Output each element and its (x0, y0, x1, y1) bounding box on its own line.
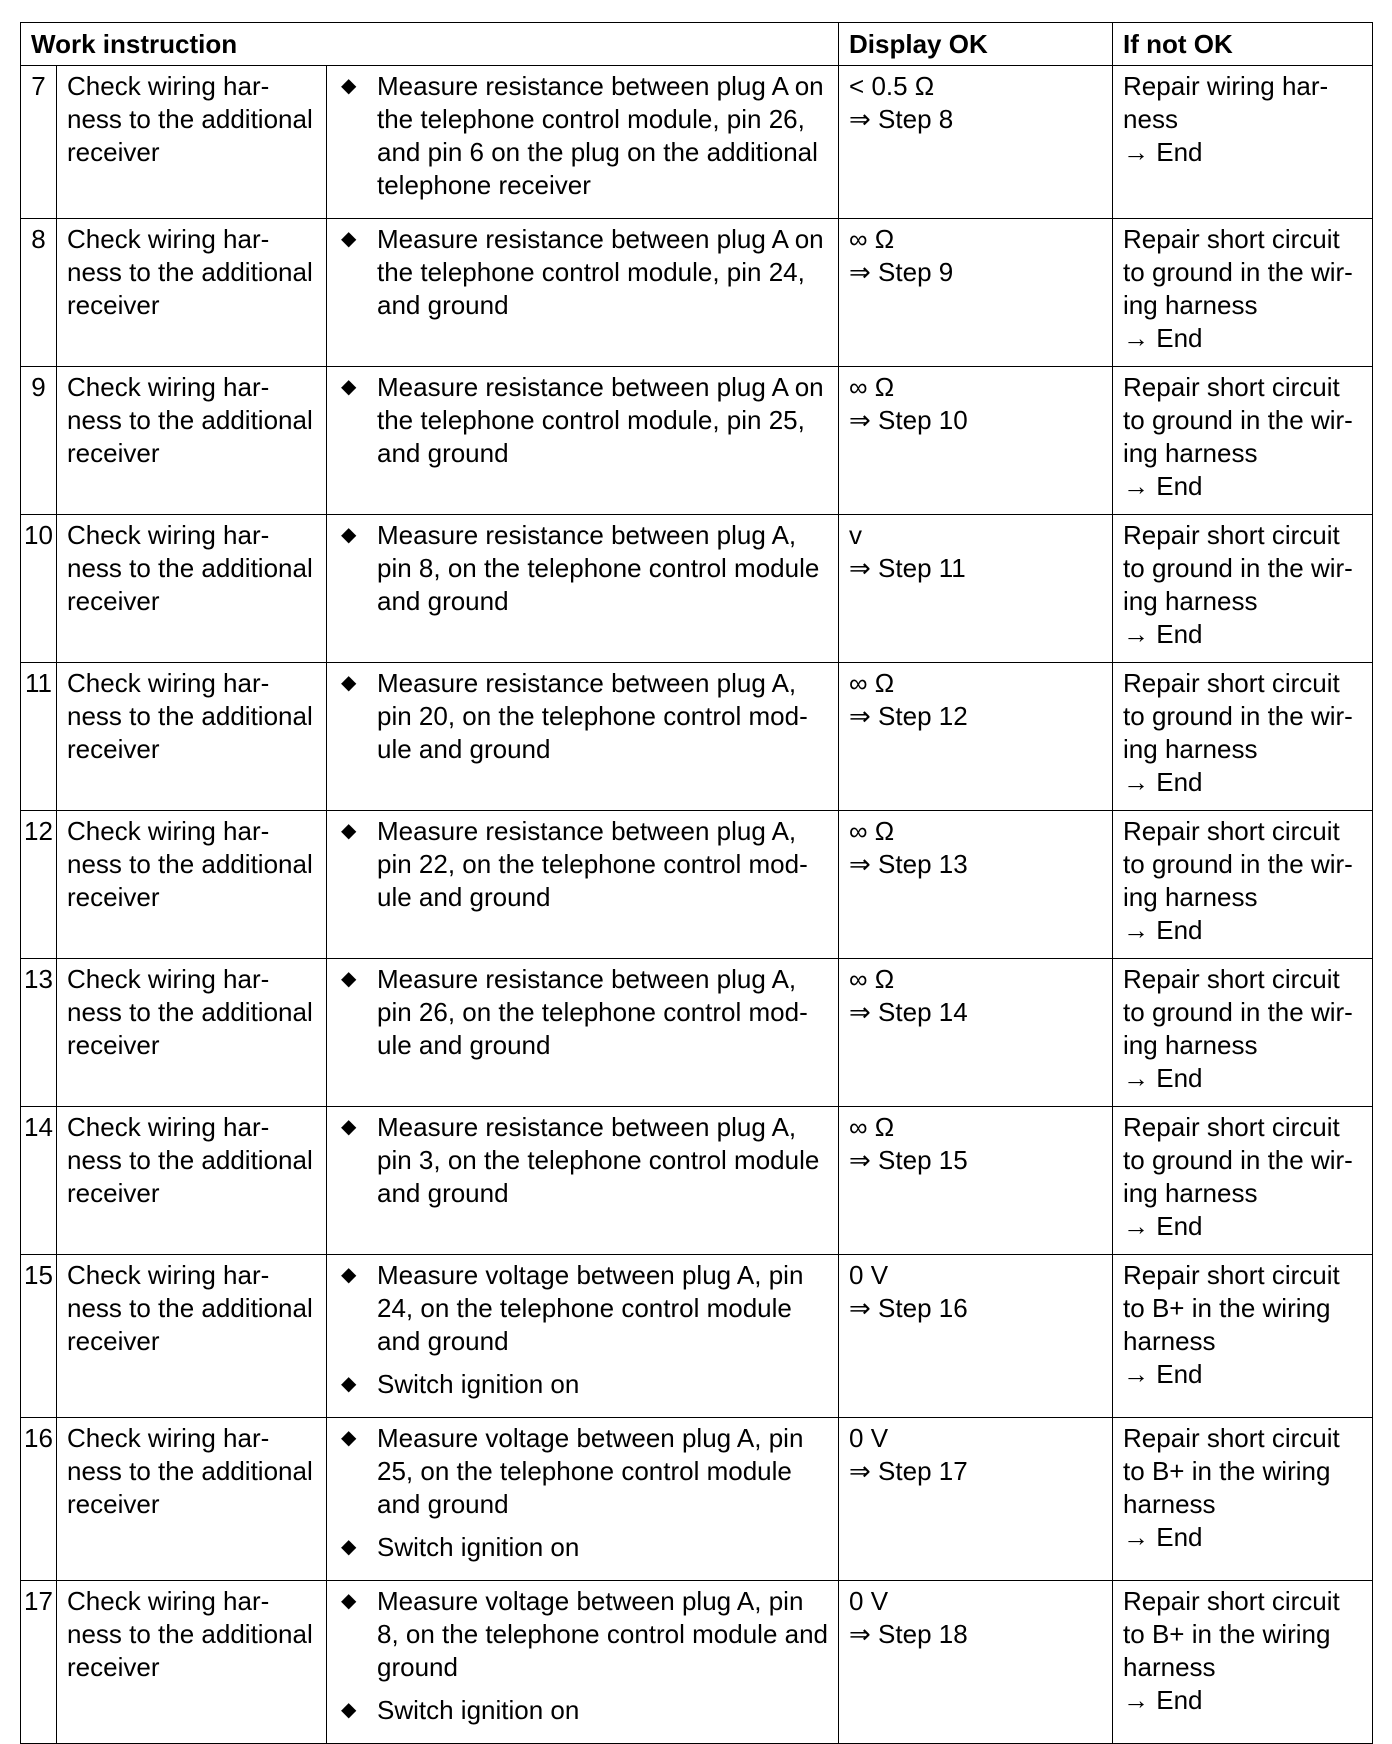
operations-cell (327, 959, 839, 1107)
check-description: Check wiring har-ness to the additional receiver (57, 219, 327, 367)
header-work-instruction: Work instruction (21, 23, 839, 66)
check-description: Check wiring har-ness to the additional receiver (57, 367, 327, 515)
operation-item (337, 1585, 828, 1684)
operations-list (337, 519, 828, 618)
operations-list (337, 1422, 828, 1564)
operations-cell (327, 367, 839, 515)
diamond-bullet-icon: ◆ (341, 1264, 357, 1286)
check-description: Check wiring har-ness to the additional receiver (57, 66, 327, 219)
display-ok-cell (839, 959, 1113, 1107)
if-not-ok-action: Repair short circuit to ground in the wir-ing harness (1123, 372, 1353, 468)
diamond-bullet-icon: ◆ (341, 1427, 357, 1449)
operation-text: Measure resistance between plug A on the telephone control module, pin 26, and pin 6 on the plug on the additional telephone receiver (377, 71, 824, 200)
display-ok-value: 0 V (849, 1260, 889, 1290)
display-ok-value: 0 V (849, 1586, 889, 1616)
display-ok-cell (839, 1107, 1113, 1255)
table-row (21, 1255, 1373, 1418)
header-if-not-ok: If not OK (1113, 23, 1373, 66)
if-not-ok-cell (1113, 1255, 1373, 1418)
operations-list (337, 1585, 828, 1727)
operation-text: Measure resistance between plug A, pin 20, on the telephone control mod-ule and ground (377, 668, 808, 764)
display-ok-cell (839, 66, 1113, 219)
check-description: Check wiring har-ness to the additional receiver (57, 959, 327, 1107)
operation-text: Measure resistance between plug A, pin 8, on the telephone control module and ground (377, 520, 820, 616)
if-not-ok-action: Repair short circuit to ground in the wir-ing harness (1123, 816, 1353, 912)
display-ok-next-step: ⇒ Step 10 (849, 405, 968, 435)
display-ok-next-step: ⇒ Step 11 (849, 553, 966, 583)
display-ok-cell (839, 663, 1113, 811)
operations-list (337, 1259, 828, 1401)
step-number: 12 (21, 811, 57, 959)
check-description: Check wiring har-ness to the additional receiver (57, 1255, 327, 1418)
operations-cell (327, 1107, 839, 1255)
operation-item (337, 1694, 828, 1727)
display-ok-next-step: ⇒ Step 12 (849, 701, 968, 731)
display-ok-next-step: ⇒ Step 8 (849, 104, 954, 134)
check-description: Check wiring har-ness to the additional receiver (57, 1107, 327, 1255)
diamond-bullet-icon: ◆ (341, 524, 357, 546)
operations-cell (327, 1418, 839, 1581)
step-number: 8 (21, 219, 57, 367)
table-row (21, 219, 1373, 367)
step-number: 14 (21, 1107, 57, 1255)
if-not-ok-cell (1113, 219, 1373, 367)
check-description: Check wiring har-ness to the additional receiver (57, 515, 327, 663)
display-ok-next-step: ⇒ Step 15 (849, 1145, 968, 1175)
table-header-row (21, 23, 1373, 66)
if-not-ok-action: Repair short circuit to B+ in the wiring harness (1123, 1260, 1340, 1356)
if-not-ok-next: → End (1123, 323, 1203, 353)
if-not-ok-next: → End (1123, 1685, 1203, 1715)
table-body (21, 66, 1373, 1744)
if-not-ok-next: → End (1123, 767, 1203, 797)
operations-list (337, 815, 828, 914)
operation-item (337, 519, 828, 618)
operations-list (337, 371, 828, 470)
if-not-ok-next: → End (1123, 137, 1203, 167)
if-not-ok-action: Repair short circuit to ground in the wir-ing harness (1123, 1112, 1353, 1208)
operations-list (337, 223, 828, 322)
step-number: 9 (21, 367, 57, 515)
display-ok-value: ∞ Ω (849, 224, 895, 254)
operations-cell (327, 811, 839, 959)
operation-text: Measure voltage between plug A, pin 24, on the telephone control module and ground (377, 1260, 804, 1356)
if-not-ok-cell (1113, 1581, 1373, 1744)
if-not-ok-action: Repair short circuit to ground in the wir-ing harness (1123, 520, 1353, 616)
operation-item (337, 371, 828, 470)
display-ok-value: ∞ Ω (849, 816, 895, 846)
diamond-bullet-icon: ◆ (341, 376, 357, 398)
table-row (21, 1418, 1373, 1581)
operation-text: Measure resistance between plug A on the telephone control module, pin 24, and ground (377, 224, 824, 320)
operation-text: Measure voltage between plug A, pin 25, on the telephone control module and ground (377, 1423, 804, 1519)
operation-text: Switch ignition on (377, 1369, 580, 1399)
table-row (21, 66, 1373, 219)
table-row (21, 367, 1373, 515)
operations-cell (327, 219, 839, 367)
if-not-ok-action: Repair short circuit to ground in the wir-ing harness (1123, 964, 1353, 1060)
operation-item (337, 1531, 828, 1564)
diamond-bullet-icon: ◆ (341, 1590, 357, 1612)
step-number: 11 (21, 663, 57, 811)
operation-text: Switch ignition on (377, 1532, 580, 1562)
if-not-ok-next: → End (1123, 1522, 1203, 1552)
operations-cell (327, 1581, 839, 1744)
operation-text: Measure voltage between plug A, pin 8, on the telephone control module and ground (377, 1586, 829, 1682)
display-ok-cell (839, 219, 1113, 367)
display-ok-next-step: ⇒ Step 9 (849, 257, 954, 287)
operations-list (337, 963, 828, 1062)
if-not-ok-next: → End (1123, 1063, 1203, 1093)
diamond-bullet-icon: ◆ (341, 672, 357, 694)
if-not-ok-cell (1113, 367, 1373, 515)
if-not-ok-action: Repair short circuit to B+ in the wiring harness (1123, 1423, 1340, 1519)
step-number: 7 (21, 66, 57, 219)
operation-item (337, 223, 828, 322)
display-ok-next-step: ⇒ Step 18 (849, 1619, 968, 1649)
if-not-ok-next: → End (1123, 1211, 1203, 1241)
table-row (21, 663, 1373, 811)
operation-item (337, 667, 828, 766)
operation-item (337, 1422, 828, 1521)
diamond-bullet-icon: ◆ (341, 1116, 357, 1138)
operation-item (337, 70, 828, 202)
operation-text: Measure resistance between plug A on the telephone control module, pin 25, and ground (377, 372, 824, 468)
if-not-ok-action: Repair short circuit to ground in the wir-ing harness (1123, 224, 1353, 320)
display-ok-next-step: ⇒ Step 16 (849, 1293, 968, 1323)
if-not-ok-next: → End (1123, 915, 1203, 945)
if-not-ok-next: → End (1123, 619, 1203, 649)
diamond-bullet-icon: ◆ (341, 1536, 357, 1558)
operations-list (337, 1111, 828, 1210)
operations-cell (327, 515, 839, 663)
header-display-ok: Display OK (839, 23, 1113, 66)
table-row (21, 959, 1373, 1107)
operation-text: Measure resistance between plug A, pin 26, on the telephone control mod-ule and ground (377, 964, 808, 1060)
if-not-ok-action: Repair short circuit to B+ in the wiring harness (1123, 1586, 1340, 1682)
display-ok-cell (839, 367, 1113, 515)
display-ok-next-step: ⇒ Step 14 (849, 997, 968, 1027)
if-not-ok-next: → End (1123, 1359, 1203, 1389)
check-description: Check wiring har-ness to the additional receiver (57, 811, 327, 959)
display-ok-value: ∞ Ω (849, 372, 895, 402)
display-ok-value: < 0.5 Ω (849, 71, 935, 101)
operation-item (337, 1111, 828, 1210)
diamond-bullet-icon: ◆ (341, 228, 357, 250)
diamond-bullet-icon: ◆ (341, 1699, 357, 1721)
if-not-ok-next: → End (1123, 471, 1203, 501)
operation-text: Measure resistance between plug A, pin 22, on the telephone control mod-ule and ground (377, 816, 808, 912)
if-not-ok-action: Repair wiring har-ness (1123, 71, 1329, 134)
operation-item (337, 1259, 828, 1358)
display-ok-next-step: ⇒ Step 13 (849, 849, 968, 879)
if-not-ok-cell (1113, 1107, 1373, 1255)
table-row (21, 515, 1373, 663)
operations-list (337, 667, 828, 766)
step-number: 10 (21, 515, 57, 663)
work-instruction-table (20, 22, 1373, 1744)
operations-list (337, 70, 828, 202)
step-number: 13 (21, 959, 57, 1107)
display-ok-cell (839, 1581, 1113, 1744)
if-not-ok-cell (1113, 515, 1373, 663)
if-not-ok-cell (1113, 66, 1373, 219)
if-not-ok-cell (1113, 1418, 1373, 1581)
display-ok-value: v (849, 520, 863, 550)
if-not-ok-action: Repair short circuit to ground in the wir-ing harness (1123, 668, 1353, 764)
display-ok-value: 0 V (849, 1423, 889, 1453)
operation-text: Measure resistance between plug A, pin 3, on the telephone control module and ground (377, 1112, 820, 1208)
display-ok-cell (839, 1255, 1113, 1418)
if-not-ok-cell (1113, 959, 1373, 1107)
display-ok-cell (839, 811, 1113, 959)
display-ok-value: ∞ Ω (849, 668, 895, 698)
operations-cell (327, 66, 839, 219)
check-description: Check wiring har-ness to the additional receiver (57, 1581, 327, 1744)
step-number: 15 (21, 1255, 57, 1418)
display-ok-next-step: ⇒ Step 17 (849, 1456, 968, 1486)
operation-item (337, 963, 828, 1062)
diamond-bullet-icon: ◆ (341, 1373, 357, 1395)
check-description: Check wiring har-ness to the additional receiver (57, 663, 327, 811)
diamond-bullet-icon: ◆ (341, 968, 357, 990)
check-description: Check wiring har-ness to the additional receiver (57, 1418, 327, 1581)
operations-cell (327, 663, 839, 811)
if-not-ok-cell (1113, 811, 1373, 959)
if-not-ok-cell (1113, 663, 1373, 811)
operation-text: Switch ignition on (377, 1695, 580, 1725)
display-ok-value: ∞ Ω (849, 964, 895, 994)
display-ok-cell (839, 515, 1113, 663)
operation-item (337, 1368, 828, 1401)
step-number: 17 (21, 1581, 57, 1744)
table-row (21, 1581, 1373, 1744)
step-number: 16 (21, 1418, 57, 1581)
operations-cell (327, 1255, 839, 1418)
table-row (21, 1107, 1373, 1255)
display-ok-cell (839, 1418, 1113, 1581)
operation-item (337, 815, 828, 914)
diamond-bullet-icon: ◆ (341, 820, 357, 842)
diamond-bullet-icon: ◆ (341, 75, 357, 97)
table-row (21, 811, 1373, 959)
display-ok-value: ∞ Ω (849, 1112, 895, 1142)
